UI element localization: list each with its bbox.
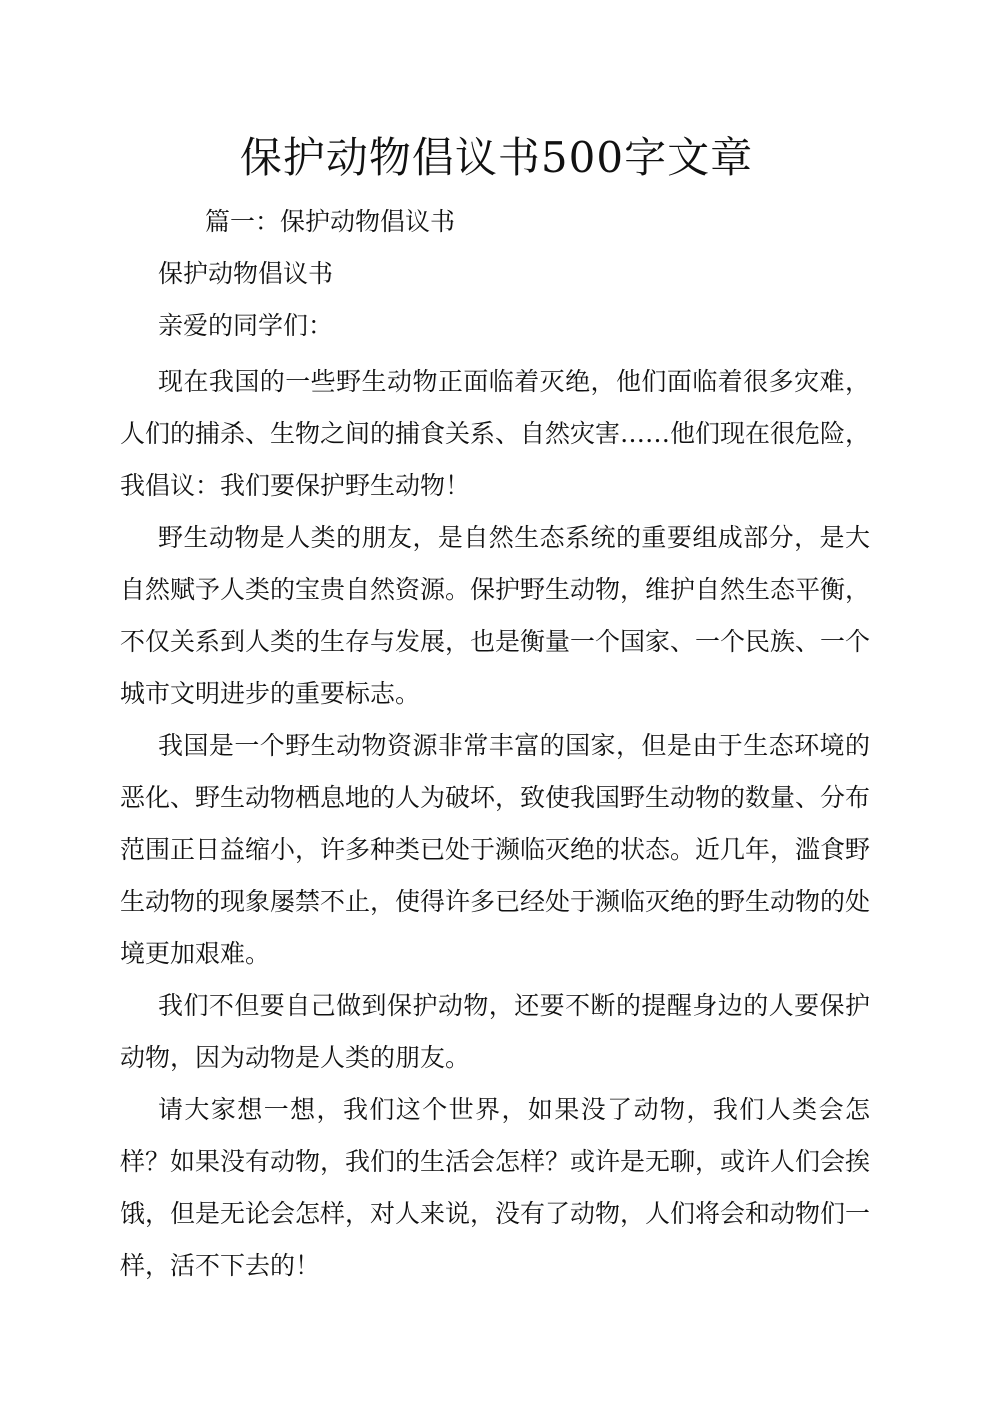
salutation: 亲爱的同学们： [158, 311, 334, 340]
section-heading: 篇一：保护动物倡议书 [205, 207, 456, 236]
paragraph-2: 野生动物是人类的朋友，是自然生态系统的重要组成部分，是大自然赋予人类的宝贵自然资源。保护野生动物，维护自然生态平衡，不仅关系到人类的生存与发展，也是衡量一个国家、一个民族、一个城市文明进步的重要标志。 [120, 523, 871, 708]
letter-title: 保护动物倡议书 [158, 259, 334, 288]
paragraph-5: 请大家想一想，我们这个世界，如果没了动物，我们人类会怎样？如果没有动物，我们的生活会怎样？或许是无聊，或许人们会挨饿，但是无论会怎样，对人来说，没有了动物，人们将会和动物们一样，活不下去的！ [120, 1095, 871, 1280]
paragraph-1: 现在我国的一些野生动物正面临着灭绝，他们面临着很多灾难，人们的捕杀、生物之间的捕食关系、自然灾害……他们现在很危险，我倡议：我们要保护野生动物！ [120, 367, 871, 500]
paragraph-4: 我们不但要自己做到保护动物，还要不断的提醒身边的人要保护动物，因为动物是人类的朋友。 [120, 991, 870, 1072]
paragraph-3: 我国是一个野生动物资源非常丰富的国家，但是由于生态环境的恶化、野生动物栖息地的人为破坏，致使我国野生动物的数量、分布范围正日益缩小，许多种类已处于濒临灭绝的状态。近几年，滥食野生动物的现象屡禁不止，使得许多已经处于濒临灭绝的野生动物的处境更加艰难。 [120, 731, 871, 968]
document-title: 保护动物倡议书500字文章 [239, 133, 754, 182]
